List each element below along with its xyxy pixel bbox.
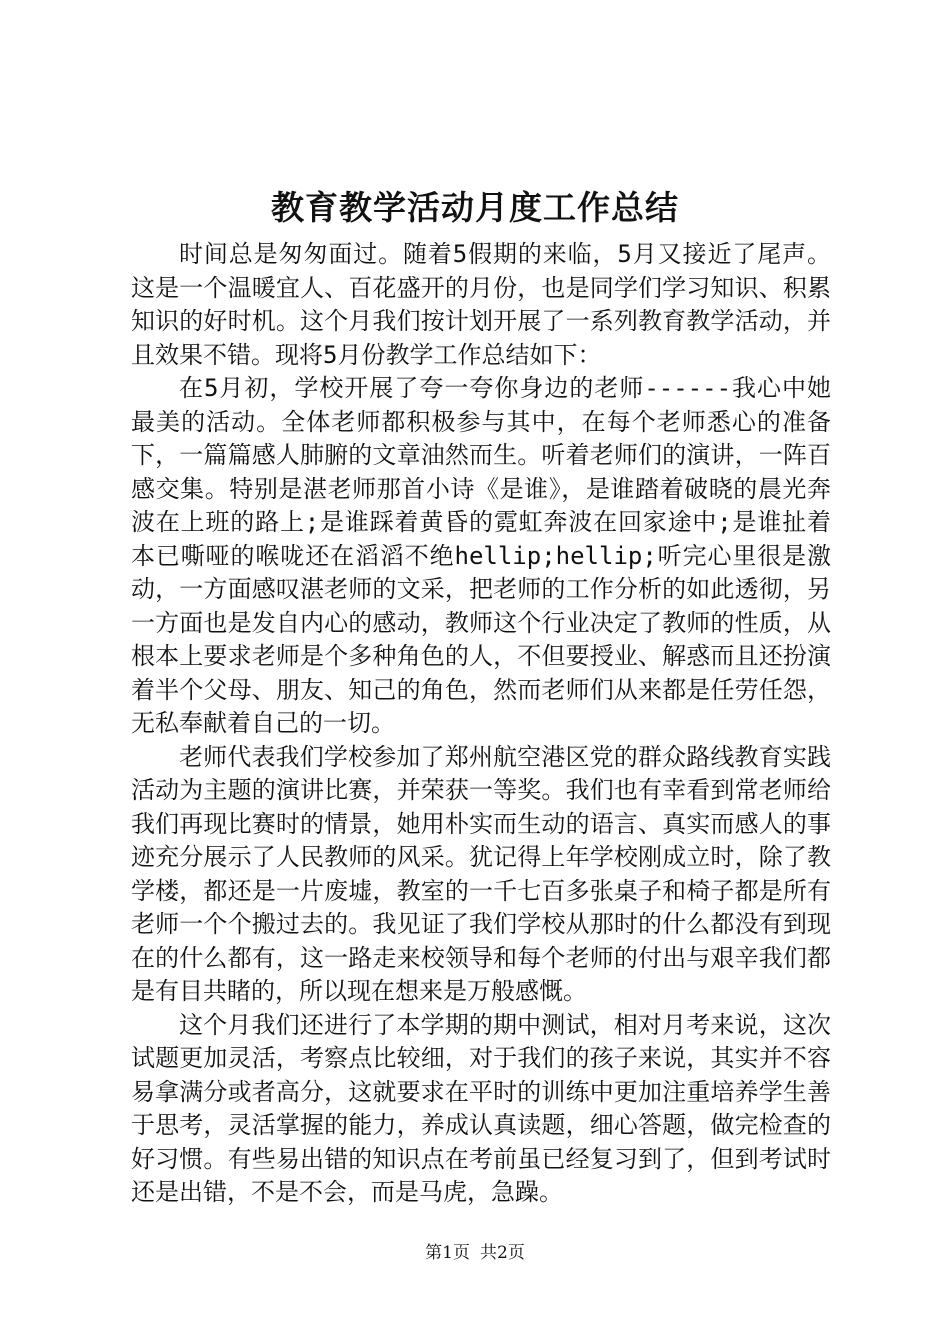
page-number-total: 共2页 (480, 1243, 525, 1263)
paragraph-intro: 时间总是匆匆面过。随着5假期的来临，5月又接近了尾声。这是一个温暖宜人、百花盛开的月份，也是同学们学习知识、积累知识的好时机。这个月我们按计划开展了一系列教育教学活动，并且效果不错。现将5月份教学工作总结如下： (131, 240, 831, 369)
document-body (131, 238, 831, 1210)
paragraph-teacher-praise: 在5月初，学校开展了夸一夸你身边的老师------我心中她最美的活动。全体老师都积极参与其中，在每个老师悉心的准备下，一篇篇感人肺腑的文章油然而生。听着老师们的演讲，一阵百感交集。特别是湛老师那首小诗《是谁》，是谁踏着破晓的晨光奔波在上班的路上;是谁踩着黄昏的霓虹奔波在回家途中;是谁扯着本已嘶哑的喉咙还在滔滔不绝hellip;hellip;听完心里很是激动，一方面感叹湛老师的文采，把老师的工作分析的如此透彻，另一方面也是发自内心的感动，教师这个行业决定了教师的性质，从根本上要求老师是个多种角色的人，不但要授业、解惑而且还扮演着半个父母、朋友、知己的角色，然而老师们从来都是任劳任怨，无私奉献着自己的一切。 (131, 374, 831, 737)
page-number-current: 第1页 (425, 1243, 470, 1263)
paragraph-speech-contest: 老师代表我们学校参加了郑州航空港区党的群众路线教育实践活动为主题的演讲比赛，并荣获一等奖。我们也有幸看到常老师给我们再现比赛时的情景，她用朴实而生动的语言、真实而感人的事迹充分展示了人民教师的风采。犹记得上年学校刚成立时，除了教学楼，都还是一片废墟，教室的一千七百多张桌子和椅子都是所有老师一个个搬过去的。我见证了我们学校从那时的什么都没有到现在的什么都有，这一路走来校领导和每个老师的付出与艰辛我们都是有目共睹的，所以现在想来是万般感慨。 (131, 742, 831, 1005)
paragraph-midterm-exam: 这个月我们还进行了本学期的期中测试，相对月考来说，这次试题更加灵活，考察点比较细，对于我们的孩子来说，其实并不容易拿满分或者高分，这就要求在平时的训练中更加注重培养学生善于思考，灵活掌握的能力，养成认真读题，细心答题，做完检查的好习惯。有些易出错的知识点在考前虽已经复习到了，但到考试时还是出错，不是不会，而是马虎，急躁。 (131, 1010, 831, 1206)
page-footer (0, 1242, 950, 1264)
document-title: 教育教学活动月度工作总结 (271, 188, 679, 227)
